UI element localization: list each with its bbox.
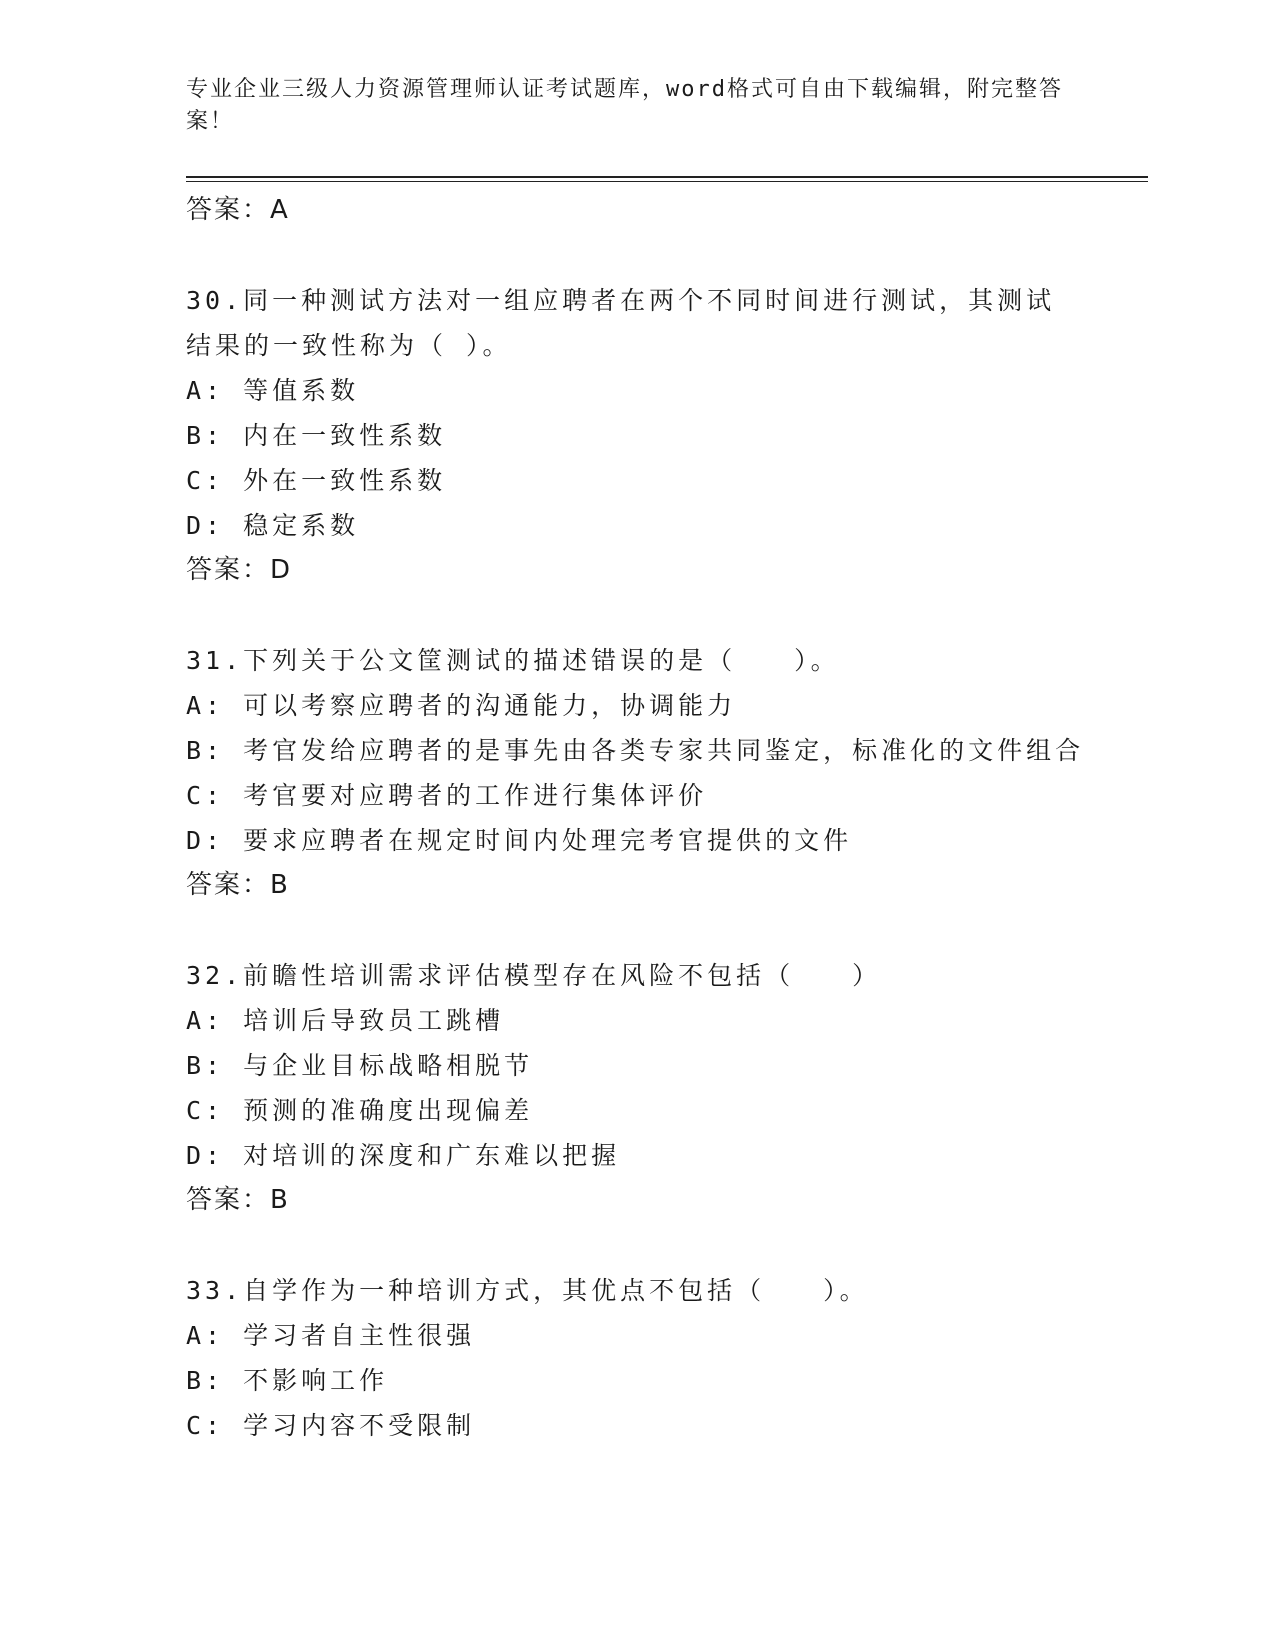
option-b: B: 考官发给应聘者的是事先由各类专家共同鉴定，标准化的文件组合 — [186, 736, 1085, 765]
option-d: D: 稳定系数 — [186, 511, 360, 540]
option-d: D: 要求应聘者在规定时间内处理完考官提供的文件 — [186, 826, 853, 855]
question-31 — [186, 638, 1086, 908]
option-a: A: 可以考察应聘者的沟通能力，协调能力 — [186, 691, 737, 720]
spacer — [186, 233, 1086, 278]
option-a: A: 等值系数 — [186, 376, 360, 405]
question-answer: 答案：D — [186, 555, 293, 585]
question-list — [186, 188, 1086, 1448]
question-stem: 32.前瞻性培训需求评估模型存在风险不包括（ ） — [186, 961, 882, 990]
question-stem: 30.同一种测试方法对一组应聘者在两个不同时间进行测试，其测试结果的一致性称为（ ）。 — [186, 286, 1056, 360]
question-30 — [186, 278, 1086, 593]
question-33 — [186, 1268, 1086, 1448]
question-answer: 答案：B — [186, 870, 290, 900]
question-answer: 答案：B — [186, 1185, 290, 1215]
spacer — [186, 908, 1086, 953]
spacer — [186, 593, 1086, 638]
option-c: C: 学习内容不受限制 — [186, 1411, 476, 1440]
option-b: B: 内在一致性系数 — [186, 421, 447, 450]
option-a: A: 学习者自主性很强 — [186, 1321, 476, 1350]
option-b: B: 与企业目标战略相脱节 — [186, 1051, 534, 1080]
spacer — [186, 1223, 1086, 1268]
question-32 — [186, 953, 1086, 1223]
option-a: A: 培训后导致员工跳槽 — [186, 1006, 505, 1035]
option-d: D: 对培训的深度和广东难以把握 — [186, 1141, 621, 1170]
option-c: C: 外在一致性系数 — [186, 466, 447, 495]
header-divider-thin — [186, 181, 1148, 182]
question-stem: 33.自学作为一种培训方式，其优点不包括（ ）。 — [186, 1276, 869, 1305]
previous-answer: 答案：A — [186, 195, 290, 225]
option-c: C: 预测的准确度出现偏差 — [186, 1096, 534, 1125]
header-divider-thick — [186, 176, 1148, 178]
option-c: C: 考官要对应聘者的工作进行集体评价 — [186, 781, 708, 810]
document-header: 专业企业三级人力资源管理师认证考试题库，word格式可自由下载编辑，附完整答案！ — [186, 77, 1063, 134]
option-b: B: 不影响工作 — [186, 1366, 389, 1395]
question-stem: 31.下列关于公文筐测试的描述错误的是（ ）。 — [186, 646, 840, 675]
